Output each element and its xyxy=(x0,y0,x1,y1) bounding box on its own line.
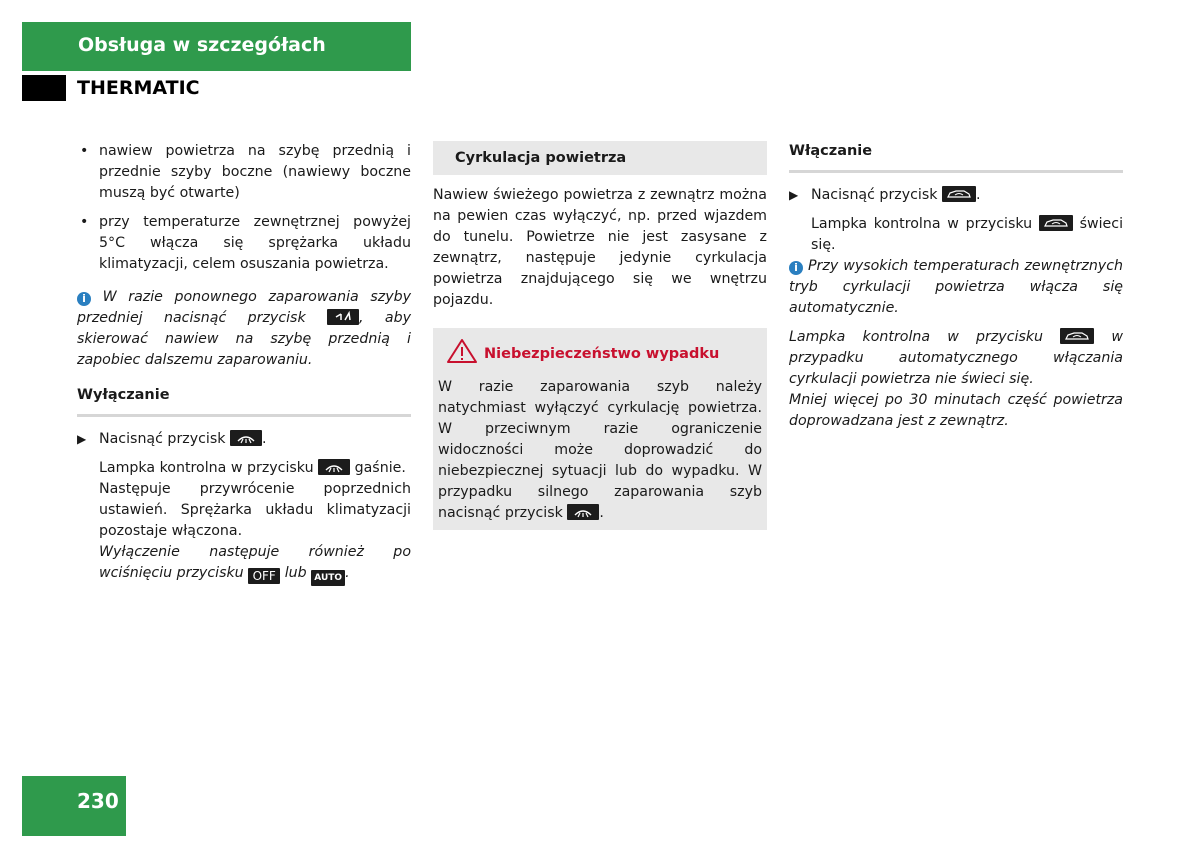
info-icon: i xyxy=(77,292,91,306)
page-number-box xyxy=(22,776,126,836)
lamp-text: Lampka kontrolna w przycisku świeci się. xyxy=(811,216,1124,253)
auto-button-icon: AUTO xyxy=(311,570,345,586)
air-recirculation-car-icon xyxy=(1060,328,1094,344)
air-recirculation-car-icon xyxy=(942,186,976,202)
section-title: THERMATIC xyxy=(77,77,200,99)
air-recirculation-car-icon xyxy=(1039,215,1073,231)
info-note: i Przy wysokich temperaturach zewnętrznych tryb cyrkulacji powietrza włącza się automatycznie. xyxy=(789,258,1123,316)
column-3 xyxy=(789,141,1123,432)
off-button-icon: OFF xyxy=(248,568,280,584)
page-number: 230 xyxy=(77,789,119,813)
bullet-icon: • xyxy=(80,214,89,230)
subheading-on: Włączanie xyxy=(789,141,1123,173)
info-note: i W razie ponownego zaparowania szyby przedniej nacisnąć przycisk , aby skierować nawiew na szybę przednią i zapobiec dalszemu zaparowaniu. xyxy=(77,289,411,368)
recirculation-button-icon xyxy=(318,459,350,475)
column-1 xyxy=(77,141,411,586)
bullet-text: nawiew powietrza na szybę przednią i przednie szyby boczne (nawiewy boczne muszą być otwarte) xyxy=(99,143,411,201)
arrow-right-icon: ▶ xyxy=(77,432,87,446)
chapter-title: Obsługa w szczegółach xyxy=(78,34,326,56)
defrost-airflow-button-icon xyxy=(327,309,359,325)
bullet-icon: • xyxy=(80,143,89,159)
subheading-circulation: Cyrkulacja powietrza xyxy=(433,141,767,175)
lamp-text: Lampka kontrolna w przycisku gaśnie. xyxy=(99,460,406,476)
bullet-text: przy temperaturze zewnętrznej powyżej 5°C włącza się sprężarka układu klimatyzacji, celem osuszania powietrza. xyxy=(99,214,411,272)
list-item xyxy=(77,141,411,204)
warning-triangle-icon xyxy=(446,338,478,371)
subheading-off: Wyłączanie xyxy=(77,385,411,417)
lamp-auto-text: Lampka kontrolna w przycisku w przypadku automatycznego włączania cyrkulacji powietrza nie świeci się. xyxy=(789,329,1123,387)
circulation-text: Nawiew świeżego powietrza z zewnątrz można na pewien czas wyłączyć, np. przed wjazdem do tunelu. Powietrze nie jest zasysane z zewnątrz, następuje jedynie cyrkulacja powietrza znajdującego się we wnętrzu pojazdu. xyxy=(433,187,767,308)
warning-header xyxy=(438,338,762,371)
section-marker xyxy=(22,75,66,101)
info-icon: i xyxy=(789,261,803,275)
warning-box xyxy=(433,328,767,530)
last-text: Mniej więcej po 30 minutach część powietrza doprowadzana jest z zewnątrz. xyxy=(789,392,1123,429)
list-item xyxy=(77,212,411,275)
warning-text: W razie zaparowania szyb należy natychmiast wyłączyć cyrkulację powietrza. W przeciwnym razie ograniczenie widoczności może doprowadzić do niebezpiecznej sytuacji lub do wypadku. W przypadku silnego zaparowania szyb nacisnąć przycisk . xyxy=(438,379,762,521)
arrow-right-icon: ▶ xyxy=(789,188,799,202)
also-text: Wyłączenie następuje również po wciśnięciu przycisku OFF lub AUTO . xyxy=(77,542,411,586)
recirculation-button-icon xyxy=(567,504,599,520)
step: ▶ Nacisnąć przycisk . xyxy=(77,429,411,450)
chapter-tab xyxy=(22,22,411,71)
step: ▶ Nacisnąć przycisk . xyxy=(789,185,1123,206)
restore-text: Następuje przywrócenie poprzednich ustawień. Sprężarka układu klimatyzacji pozostaje włączona. xyxy=(99,481,411,539)
column-2 xyxy=(433,141,767,530)
recirculation-button-icon xyxy=(230,430,262,446)
warning-title: Niebezpieczeństwo wypadku xyxy=(484,346,720,362)
